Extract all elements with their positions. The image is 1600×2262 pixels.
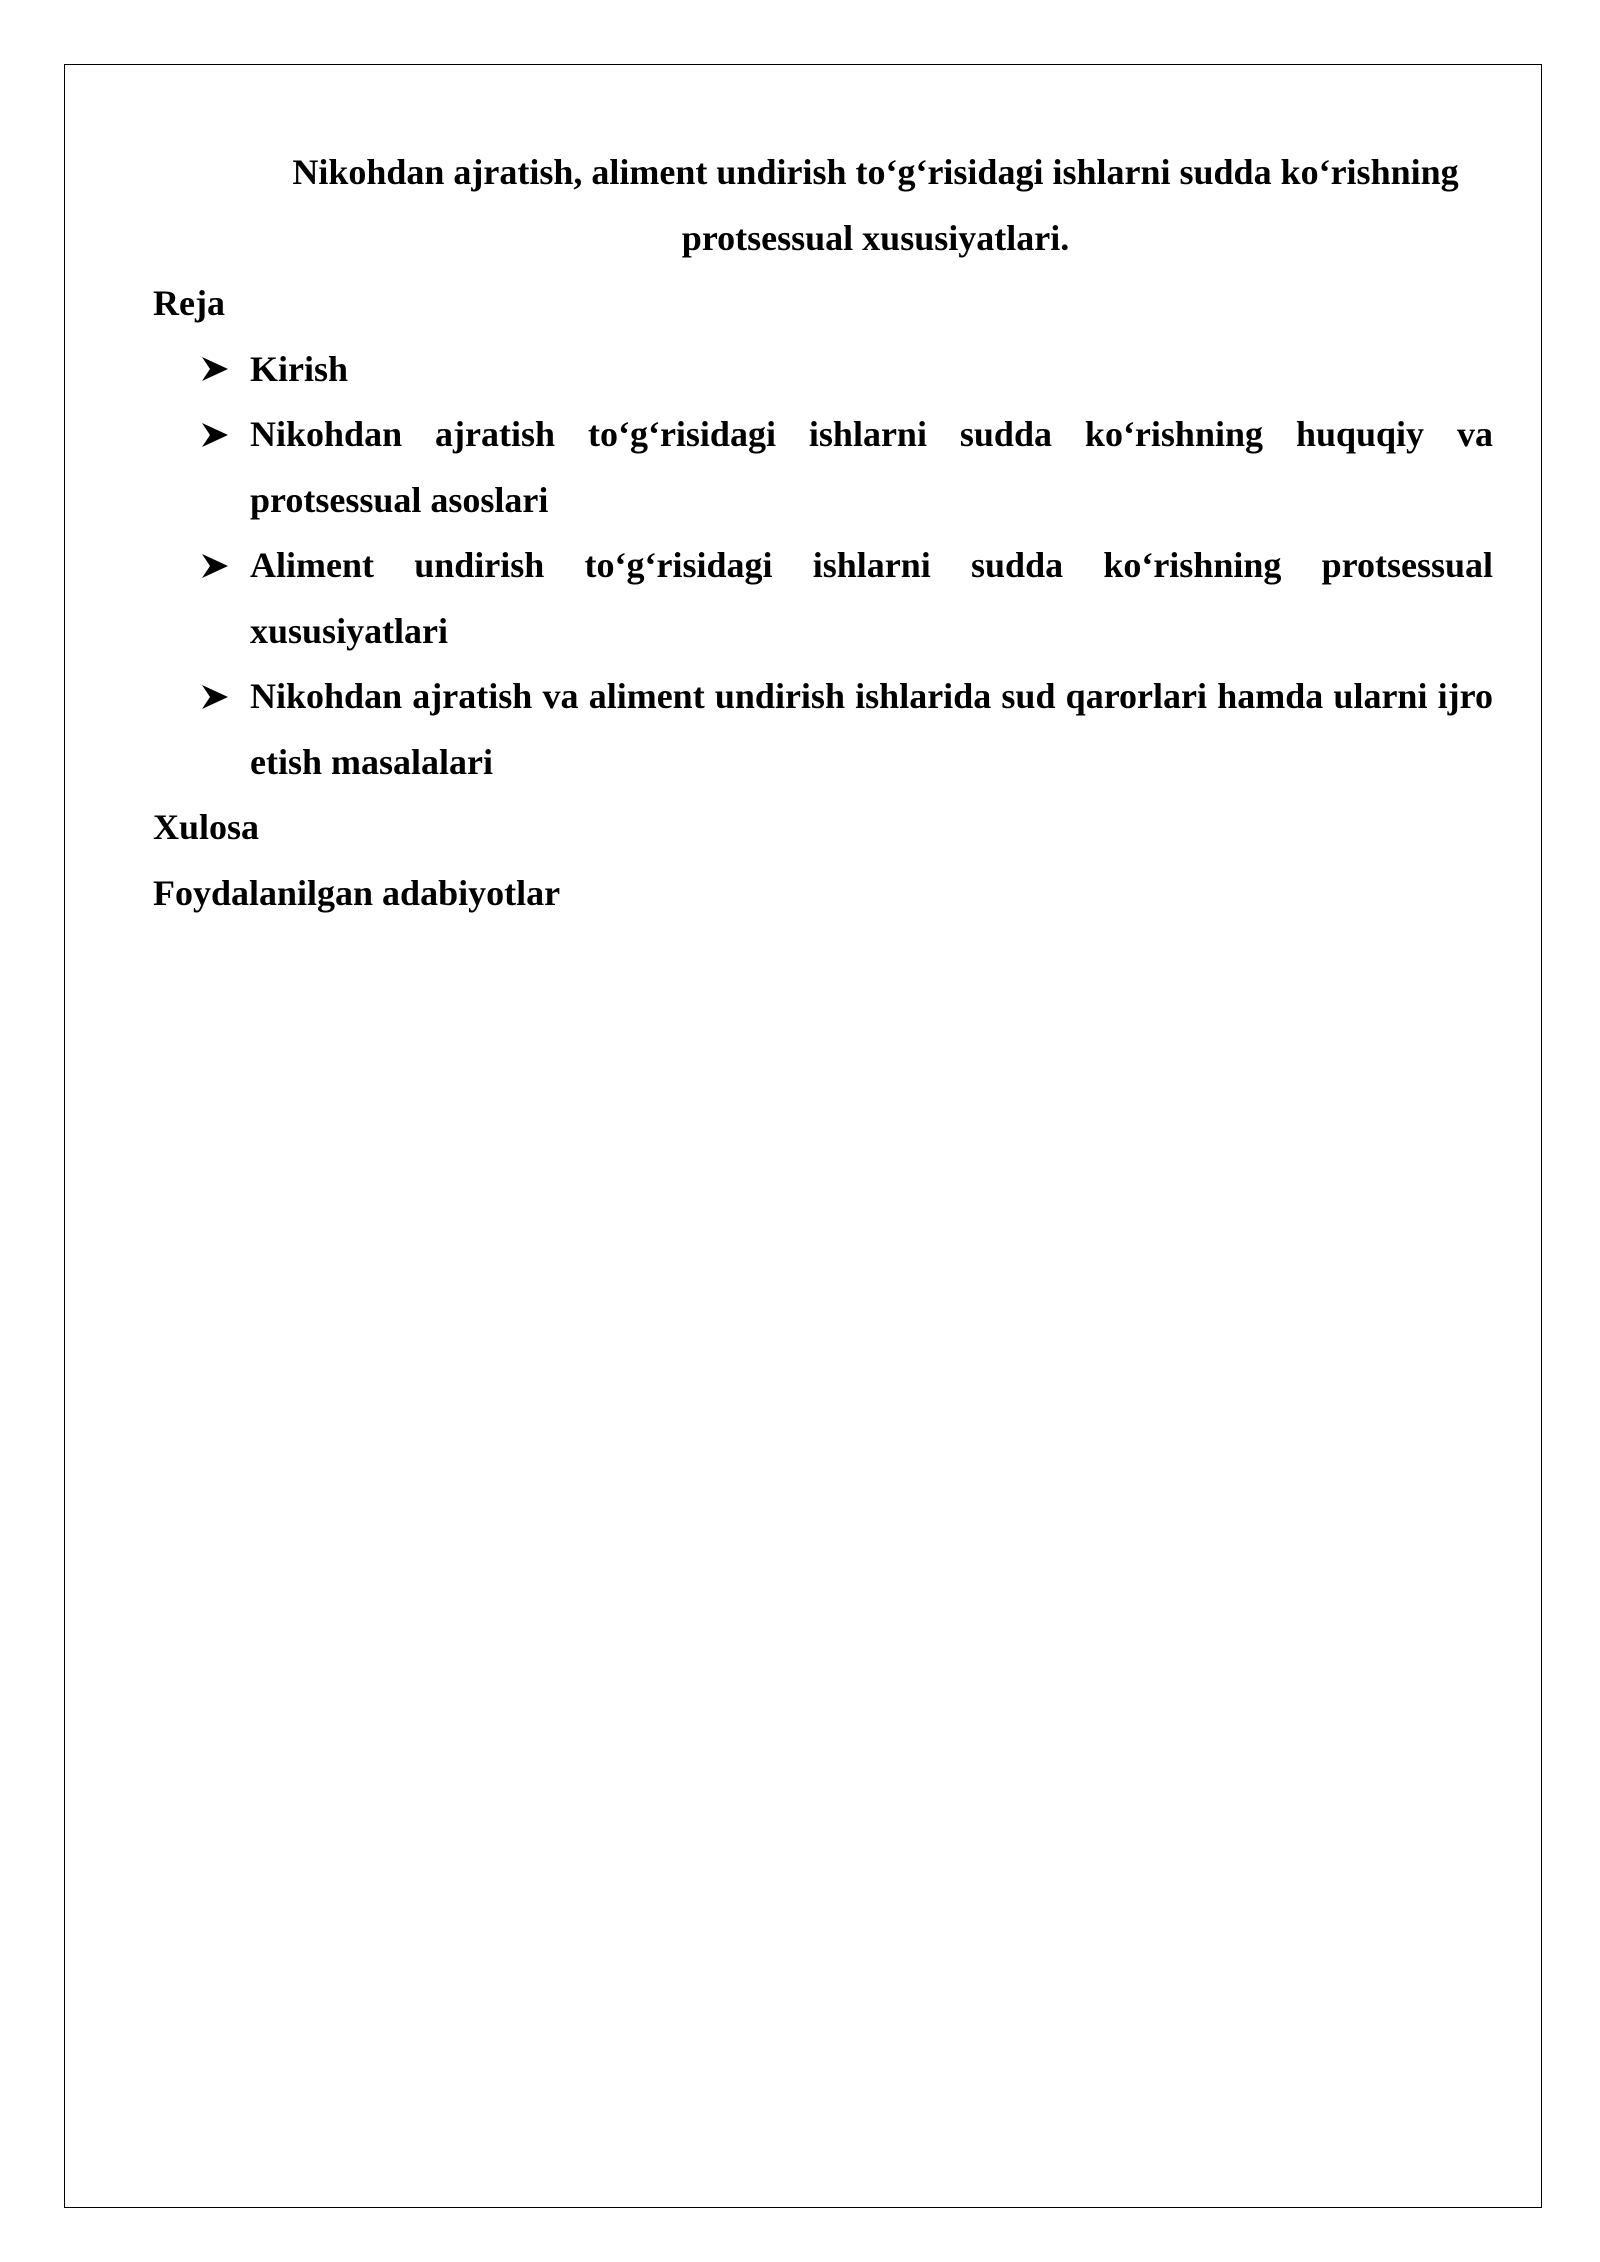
plan-item-alimony [153,533,1493,664]
plan-item-intro [153,337,1493,403]
plan-item-label: Nikohdan ajratish to‘g‘risidagi ishlarni sudda ko‘rishning huquqiy va protsessual asoslari [250,414,1493,520]
plan-item-label: Aliment undirish to‘g‘risidagi ishlarni sudda ko‘rishning protsessual xususiyatlari [250,545,1493,651]
plan-heading: Reja [153,283,225,323]
document-title [153,140,1493,271]
plan-list [153,337,1493,796]
plan-item-label: Kirish [250,348,349,389]
title-line-2: protsessual xususiyatlari. [681,217,1070,258]
conclusion-heading: Xulosa [153,807,260,847]
references-heading: Foydalanilgan adabiyotlar [153,872,561,913]
title-line-1: Nikohdan ajratish, aliment undirish to‘g‘risidagi ishlarni sudda ko‘rishning [292,152,1459,192]
arrowhead-bullet-icon [201,402,231,468]
document-body [153,140,1493,926]
plan-item-label: Nikohdan ajratish va aliment undirish ishlarida sud qarorlari hamda ularni ijro etish masalalari [250,676,1493,782]
arrowhead-bullet-icon [201,337,231,403]
arrowhead-bullet-icon [201,664,231,730]
plan-item-divorce-basis [153,402,1493,533]
plan-item-court-decisions [153,664,1493,795]
arrowhead-bullet-icon [201,533,231,599]
